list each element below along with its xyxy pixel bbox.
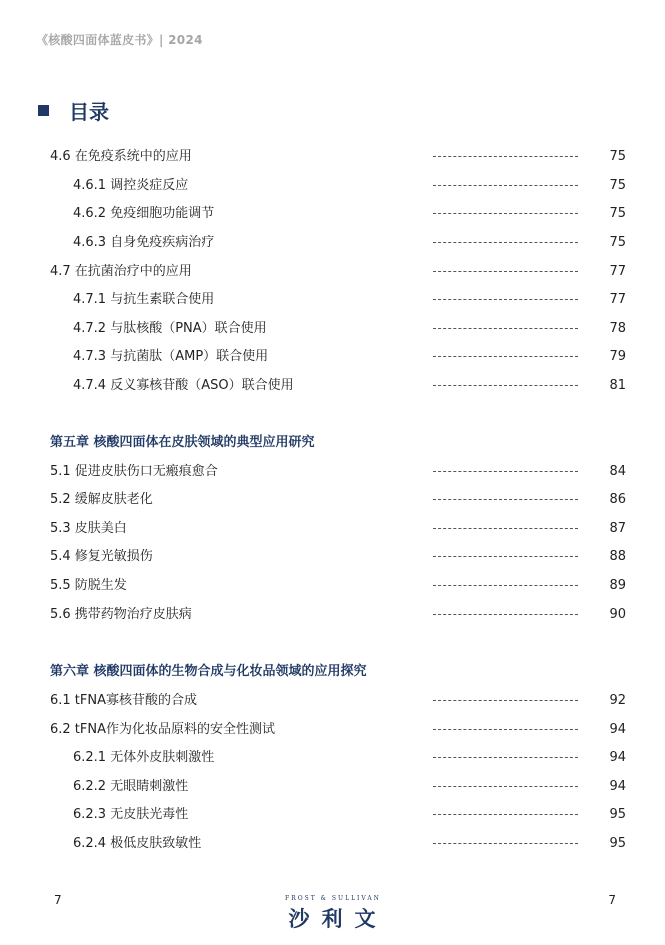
toc-entry-page: 86 (609, 492, 626, 507)
toc-entry-page: 92 (609, 693, 626, 708)
toc-entry-page: 79 (609, 349, 626, 364)
dotted-leader (433, 528, 578, 529)
toc-entry[interactable] (0, 720, 665, 740)
dotted-leader (433, 299, 578, 300)
dotted-leader (433, 185, 578, 186)
toc-entry-label: 4.6.3 自身免疫疾病治疗 (73, 235, 215, 250)
toc-entry[interactable] (0, 347, 665, 367)
frost-sullivan-logo (274, 895, 392, 933)
toc-entry-label: 5.6 携带药物治疗皮肤病 (50, 607, 192, 622)
dotted-leader (433, 242, 578, 243)
toc-entry-label: 5.1 促进皮肤伤口无瘢痕愈合 (50, 464, 218, 479)
toc-entry-label: 6.2.2 无眼睛刺激性 (73, 779, 189, 794)
toc-entry-label: 5.4 修复光敏损伤 (50, 549, 153, 564)
toc-entry[interactable] (0, 547, 665, 567)
toc-entry-label: 4.7.1 与抗生素联合使用 (73, 292, 215, 307)
dotted-leader (433, 156, 578, 157)
toc-entry-label: 5.3 皮肤美白 (50, 521, 127, 536)
toc-entry-label: 6.2.4 极低皮肤致敏性 (73, 836, 202, 851)
logo-english: FROST & SULLIVAN (285, 895, 381, 902)
toc-entry-page: 94 (609, 779, 626, 794)
toc-entry-page: 87 (609, 521, 626, 536)
toc-entry-page: 89 (609, 578, 626, 593)
dotted-leader (433, 328, 578, 329)
toc-entry[interactable] (0, 147, 665, 167)
toc-entry-page: 77 (609, 292, 626, 307)
toc-entry[interactable] (0, 834, 665, 854)
dotted-leader (433, 271, 578, 272)
logo-chinese: 沙利文 (288, 907, 388, 931)
dotted-leader (433, 843, 578, 844)
page-number-left: 7 (54, 893, 62, 907)
toc-entry-label: 5.2 缓解皮肤老化 (50, 492, 153, 507)
toc-entry[interactable] (0, 605, 665, 625)
toc-entry[interactable] (0, 376, 665, 396)
toc-entry-label: 4.7.4 反义寡核苷酸（ASO）联合使用 (73, 378, 294, 393)
toc-entry[interactable] (0, 691, 665, 711)
toc-entry-label: 6.2 tFNA作为化妆品原料的安全性测试 (50, 722, 275, 737)
toc-entry-page: 84 (609, 464, 626, 479)
dotted-leader (433, 814, 578, 815)
dotted-leader (433, 700, 578, 701)
toc-entry[interactable] (0, 519, 665, 539)
toc-entry-label: 4.7.3 与抗菌肽（AMP）联合使用 (73, 349, 269, 364)
chapter-heading: 第六章 核酸四面体的生物合成与化妆品领域的应用探究 (50, 664, 367, 679)
toc-entry[interactable] (0, 576, 665, 596)
toc-entry[interactable] (0, 805, 665, 825)
toc-entry-page: 75 (609, 206, 626, 221)
toc-entry-label: 5.5 防脱生发 (50, 578, 127, 593)
dotted-leader (433, 786, 578, 787)
toc-entry-label: 6.1 tFNA寡核苷酸的合成 (50, 693, 197, 708)
toc-entry-page: 78 (609, 321, 626, 336)
square-bullet-icon (38, 105, 49, 116)
running-header: 《核酸四面体蓝皮书》| 2024 (36, 33, 203, 47)
chapter-heading: 第五章 核酸四面体在皮肤领域的典型应用研究 (50, 435, 315, 450)
toc-heading (38, 96, 109, 124)
toc-entry[interactable] (0, 319, 665, 339)
toc-entry[interactable] (0, 777, 665, 797)
page-number-right: 7 (608, 893, 616, 907)
toc-entry-page: 75 (609, 178, 626, 193)
toc-entry-label: 6.2.1 无体外皮肤刺激性 (73, 750, 215, 765)
dotted-leader (433, 471, 578, 472)
toc-entry[interactable] (0, 290, 665, 310)
toc-entry[interactable] (0, 233, 665, 253)
toc-entry-page: 94 (609, 750, 626, 765)
toc-entry-page: 95 (609, 836, 626, 851)
toc-entry-page: 75 (609, 235, 626, 250)
dotted-leader (433, 556, 578, 557)
dotted-leader (433, 585, 578, 586)
toc-entry-page: 88 (609, 549, 626, 564)
dotted-leader (433, 614, 578, 615)
toc-entry-label: 6.2.3 无皮肤光毒性 (73, 807, 189, 822)
toc-title: 目录 (69, 99, 109, 124)
dotted-leader (433, 356, 578, 357)
toc-entry[interactable] (0, 262, 665, 282)
toc-entry-label: 4.7 在抗菌治疗中的应用 (50, 264, 192, 279)
toc-entry[interactable] (0, 748, 665, 768)
toc-entry-label: 4.6 在免疫系统中的应用 (50, 149, 192, 164)
toc-entry[interactable] (0, 462, 665, 482)
toc-entry-page: 90 (609, 607, 626, 622)
dotted-leader (433, 499, 578, 500)
toc-entry-label: 4.6.1 调控炎症反应 (73, 178, 189, 193)
toc-entry[interactable] (0, 176, 665, 196)
toc-entry-page: 95 (609, 807, 626, 822)
toc-entry-page: 94 (609, 722, 626, 737)
dotted-leader (433, 213, 578, 214)
toc-entry-label: 4.7.2 与肽核酸（PNA）联合使用 (73, 321, 267, 336)
toc-entry[interactable] (0, 490, 665, 510)
toc-entry[interactable] (0, 204, 665, 224)
toc-entry-page: 77 (609, 264, 626, 279)
toc-entry-label: 4.6.2 免疫细胞功能调节 (73, 206, 215, 221)
dotted-leader (433, 729, 578, 730)
dotted-leader (433, 385, 578, 386)
toc-entry-page: 75 (609, 149, 626, 164)
toc-entry-page: 81 (609, 378, 626, 393)
dotted-leader (433, 757, 578, 758)
